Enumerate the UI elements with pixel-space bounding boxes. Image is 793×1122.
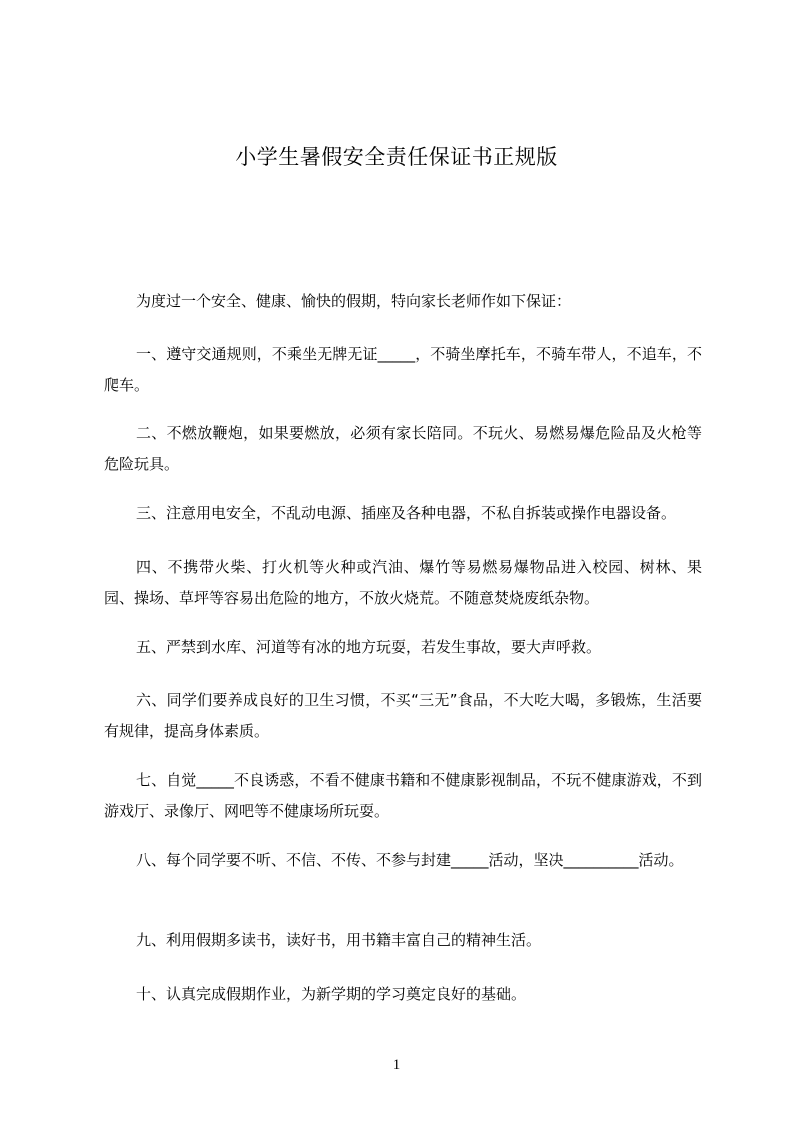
intro-paragraph: 为度过一个安全、健康、愉快的假期，特向家长老师作如下保证：: [136, 292, 572, 310]
clause-2-paragraph: 二、不燃放鞭炮，如果要燃放，必须有家长陪同。不玩火、易燃易爆危险品及火枪等危险玩具。: [104, 424, 702, 473]
clause-7-paragraph: 七、自觉_____不良诱惑，不看不健康书籍和不健康影视制品，不玩不健康游戏，不到游戏厅、录像厅、网吧等不健康场所玩耍。: [104, 771, 702, 820]
clause-6-paragraph: 六、同学们要养成良好的卫生习惯，不买“三无”食品，不大吃大喝，多锻炼，生活要有规律，提高身体素质。: [104, 691, 702, 740]
clause-8-paragraph: 八、每个同学要不听、不信、不传、不参与封建_____活动，坚决__________活动。: [136, 851, 684, 869]
document-title: 小学生暑假安全责任保证书正规版: [235, 145, 558, 169]
clause-10-paragraph: 十、认真完成假期作业，为新学期的学习奠定良好的基础。: [136, 985, 527, 1003]
page-number: 1: [392, 1057, 401, 1073]
clause-3-paragraph: 三、注意用电安全，不乱动电源、插座及各种电器，不私自拆装或操作电器设备。: [136, 504, 677, 522]
clause-9-paragraph: 九、利用假期多读书，读好书，用书籍丰富自己的精神生活。: [136, 931, 542, 949]
clause-5-paragraph: 五、严禁到水库、河道等有冰的地方玩耍，若发生事故，要大声呼救。: [136, 638, 602, 656]
clause-4-paragraph: 四、不携带火柴、打火机等火种或汽油、爆竹等易燃易爆物品进入校园、树林、果园、操场、草坪等容易出危险的地方，不放火烧荒。不随意焚烧废纸杂物。: [104, 558, 702, 607]
clause-1-paragraph: 一、遵守交通规则，不乘坐无牌无证_____，不骑坐摩托车，不骑车带人，不追车，不爬车。: [104, 345, 702, 394]
